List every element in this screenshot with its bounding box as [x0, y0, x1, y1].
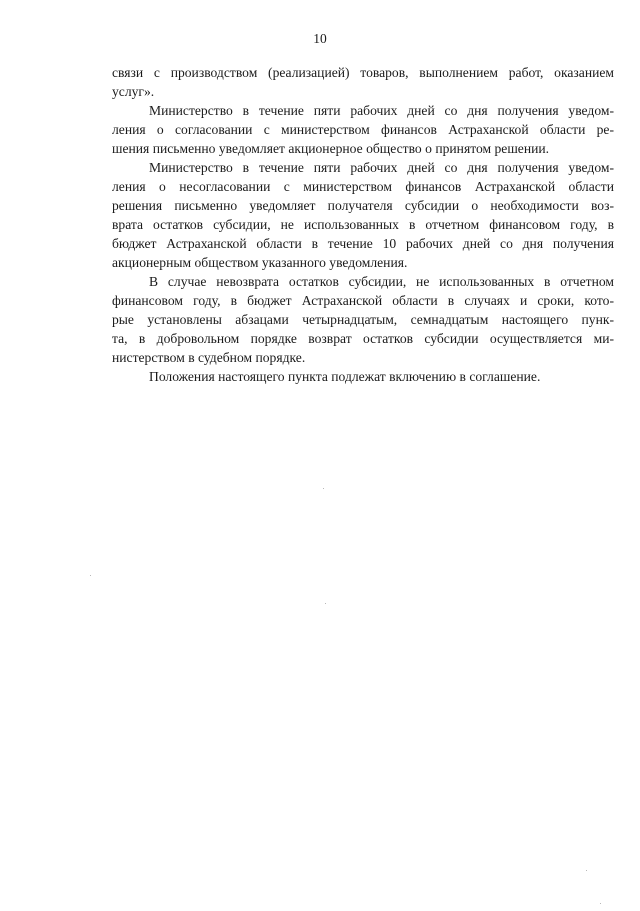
text-line: акционерным обществом указанного уведомления.	[112, 255, 408, 270]
text-line: врата остатков субсидии, не использованных в отчетном финансовом году, в	[112, 217, 614, 232]
paragraph-continuation	[112, 63, 614, 101]
body-text	[112, 63, 614, 386]
text-line: рые установлены абзацами четырнадцатым, семнадцатым настоящего пунк-	[112, 312, 614, 327]
scan-speck	[325, 603, 326, 604]
text-line: В случае невозврата остатков субсидии, не использованных в отчетном	[149, 274, 614, 289]
text-line: ления о несогласовании с министерством финансов Астраханской области	[112, 179, 614, 194]
paragraph-inclusion	[112, 367, 614, 386]
text-line: услуг».	[112, 84, 155, 99]
text-line: бюджет Астраханской области в течение 10 рабочих дней со дня получения	[112, 236, 614, 251]
paragraph-non-return	[112, 272, 614, 367]
text-line: Министерство в течение пяти рабочих дней со дня получения уведом-	[149, 103, 614, 118]
paragraph-disagreement-notice	[112, 158, 614, 272]
text-line: связи с производством (реализацией) товаров, выполнением работ, оказанием	[112, 65, 614, 80]
scan-speck	[90, 575, 91, 576]
scan-speck	[600, 903, 601, 904]
text-line: ления о согласовании с министерством финансов Астраханской области ре-	[112, 122, 614, 137]
text-line: шения письменно уведомляет акционерное общество о принятом решении.	[112, 141, 550, 156]
scan-speck	[323, 488, 324, 489]
page-number: 10	[313, 31, 327, 46]
text-line: та, в добровольном порядке возврат остатков субсидии осуществляется ми-	[112, 331, 614, 346]
paragraph-agreement-notice	[112, 101, 614, 158]
text-line: нистерством в судебном порядке.	[112, 350, 306, 365]
text-line: Министерство в течение пяти рабочих дней со дня получения уведом-	[149, 160, 614, 175]
text-line: Положения настоящего пункта подлежат включению в соглашение.	[149, 369, 541, 384]
scan-speck	[586, 870, 587, 871]
text-line: финансовом году, в бюджет Астраханской области в случаях и сроки, кото-	[112, 293, 614, 308]
text-line: решения письменно уведомляет получателя субсидии о необходимости воз-	[112, 198, 614, 213]
